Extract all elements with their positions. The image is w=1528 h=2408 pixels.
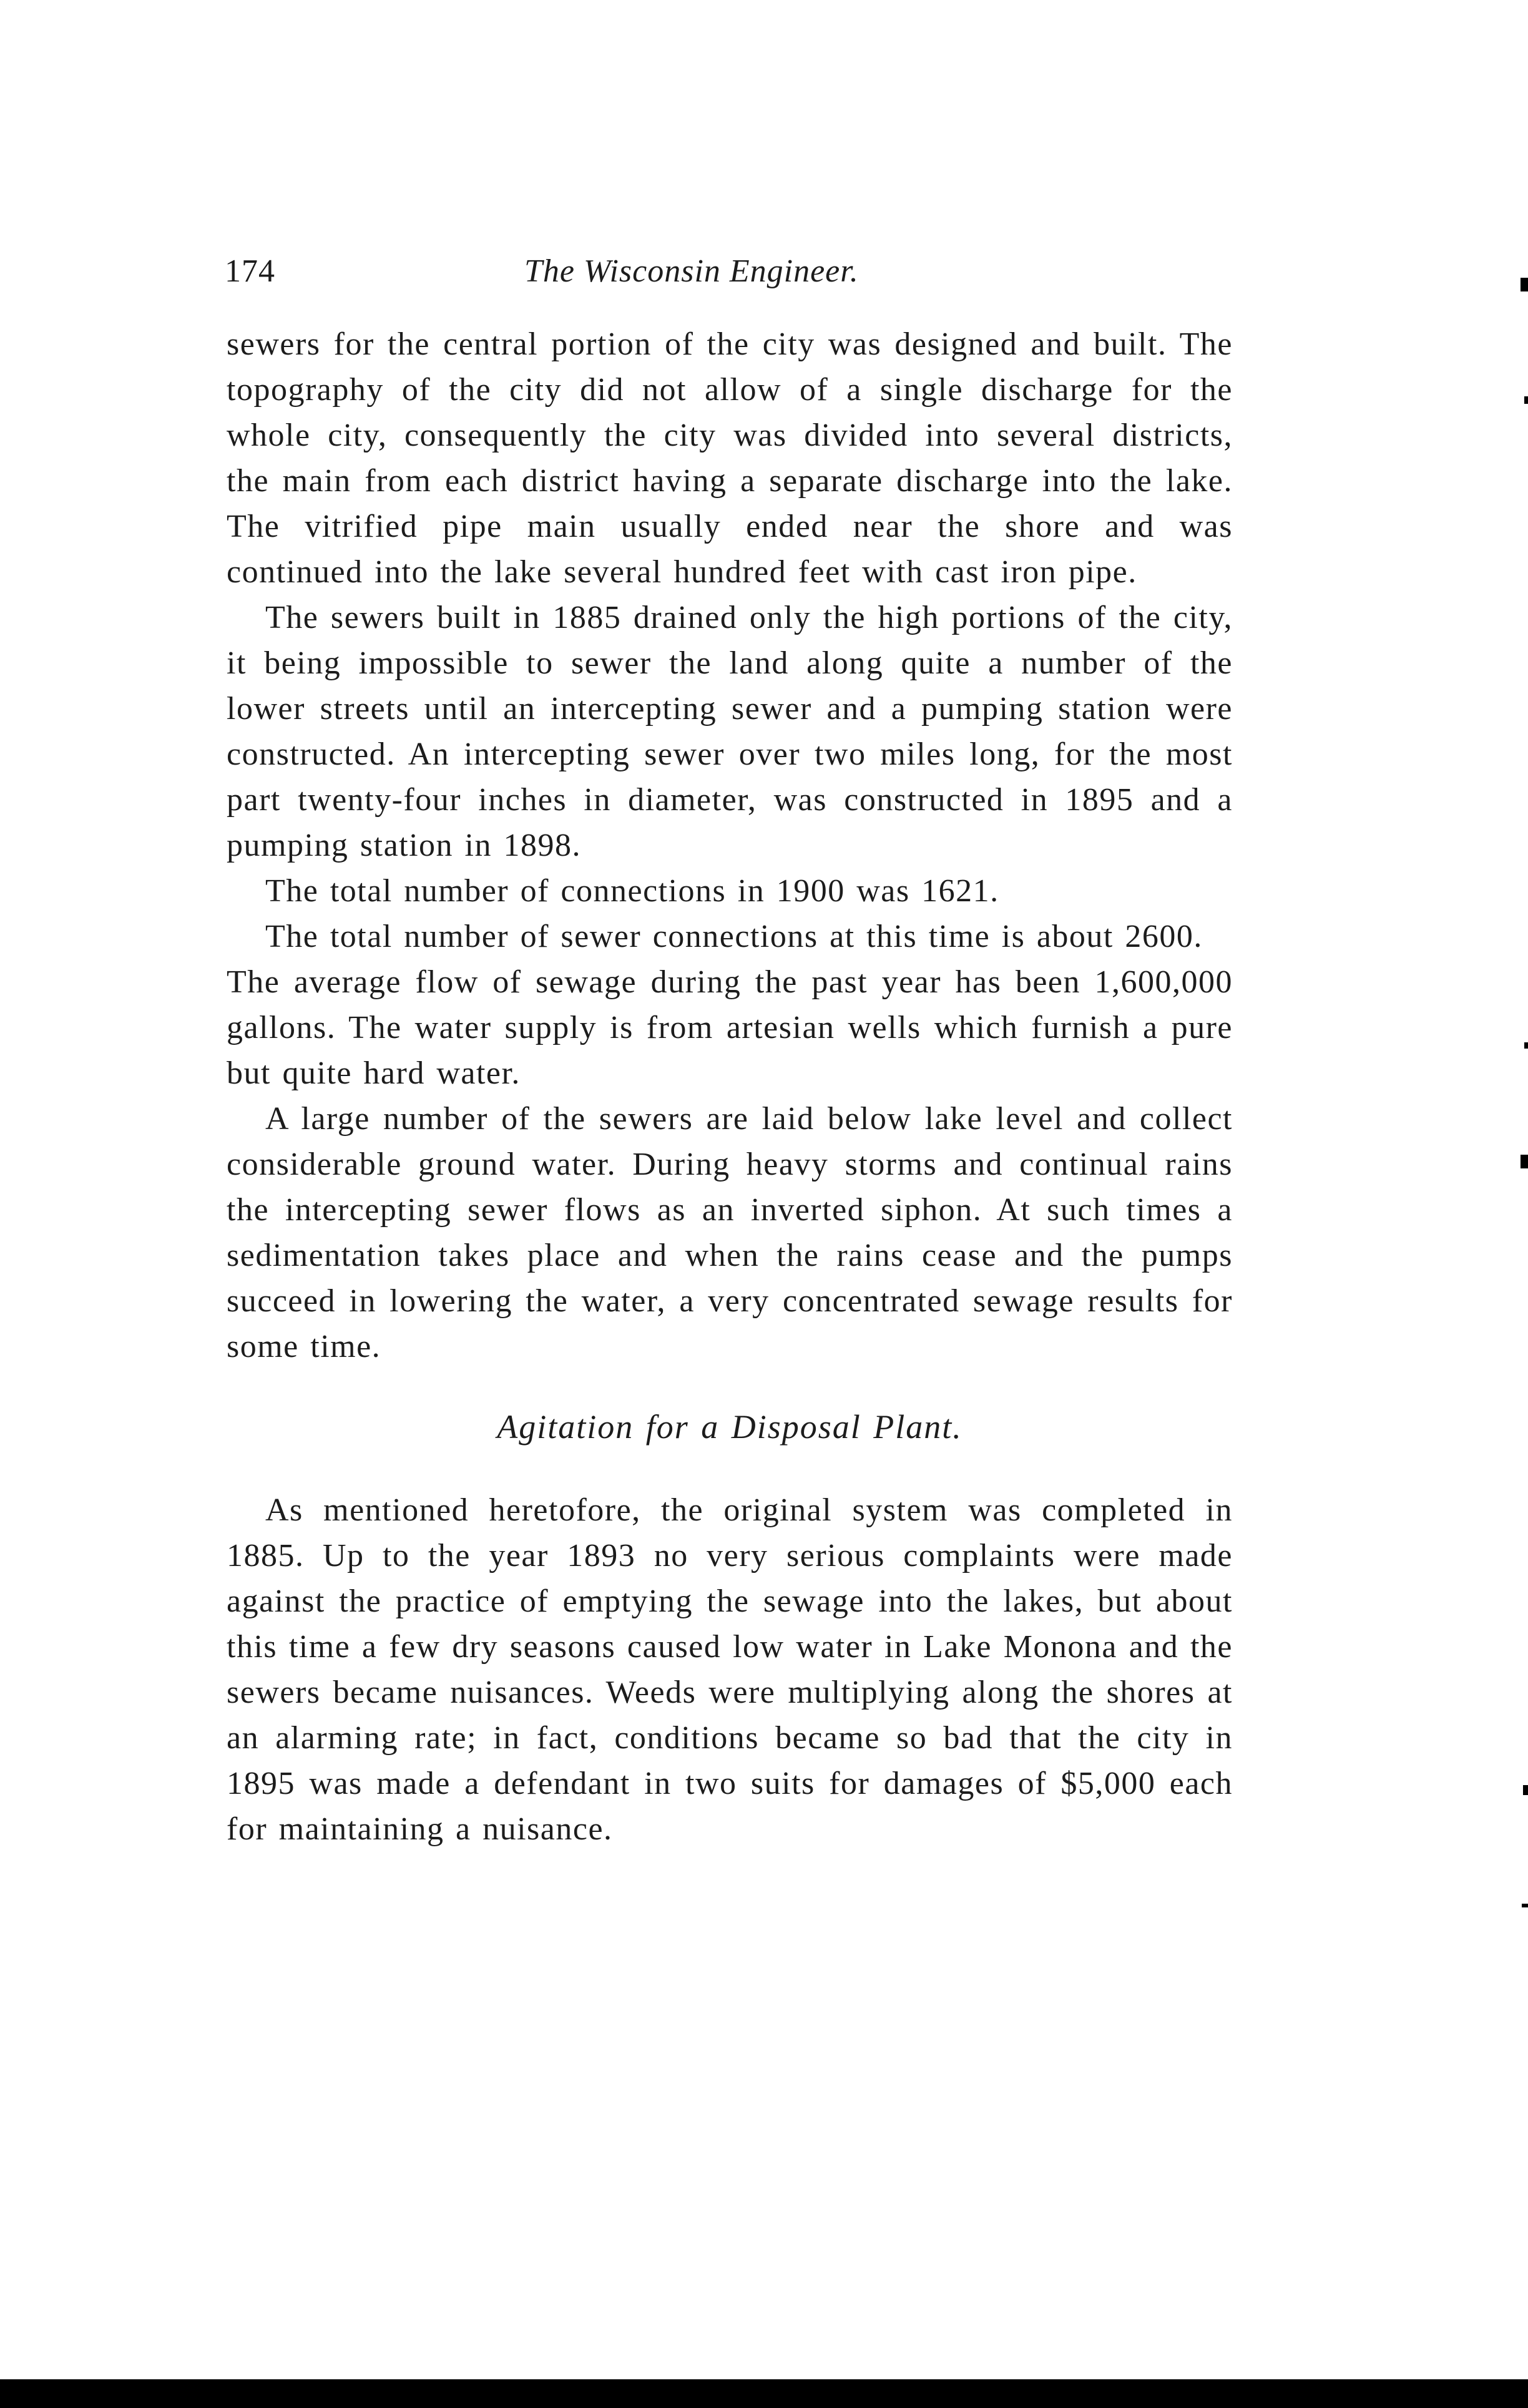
scan-edge-mark [1524,396,1528,404]
page-number: 174 [225,253,275,289]
paragraph: A large number of the sewers are laid below lake level and collect considerable ground water. During heavy storms and continual rains the intercepting sewer flows as an inverted siphon. At such times a sedimentation takes place and when the rains cease and the pumps succeed in lowering the water, a very concentrated sewage results for some time. [227,1101,1233,1364]
scan-edge-mark [1523,1785,1528,1795]
scan-edge-mark [1521,278,1528,291]
scan-edge-mark [1524,1042,1528,1049]
running-head: The Wisconsin Engineer. [524,253,859,289]
scan-bottom-band [0,2379,1528,2408]
body-text [227,321,1233,1852]
page-header [225,253,1239,309]
scan-edge-mark [1522,1904,1528,1907]
paragraph: The total number of connections in 1900 was 1621. [265,873,999,909]
scan-edge-mark [1521,1155,1528,1168]
paragraph: The total number of sewer connections at this time is about 2600. [265,919,1203,954]
paragraph: The average flow of sewage during the past year has been 1,600,000 gallons. The water supply is from artesian wells which furnish a pure but quite hard water. [227,964,1233,1091]
paragraph: sewers for the central portion of the city was designed and built. The topography of the city did not allow of a single discharge for the whole city, consequently the city was divided into several districts, the main from each district having a separate discharge into the lake. The vitrified pipe main usually ended near the shore and was continued into the lake several hundred feet with cast iron pipe. [227,326,1233,590]
section-heading: Agitation for a Disposal Plant. [497,1408,962,1446]
paragraph: As mentioned heretofore, the original system was completed in 1885. Up to the year 1893 no very serious complaints were made against the practice of emptying the sewage into the lakes, but about this time a few dry seasons caused low water in Lake Monona and the sewers became nuisances. Weeds were multiplying along the shores at an alarming rate; in fact, conditions became so bad that the city in 1895 was made a defendant in two suits for damages of $5,000 each for maintaining a nuisance. [227,1492,1233,1847]
paragraph: The sewers built in 1885 drained only the high portions of the city, it being impossible to sewer the land along quite a number of the lower streets until an intercepting sewer and a pumping station were constructed. An intercepting sewer over two miles long, for the most part twenty-four inches in diameter, was constructed in 1895 and a pumping station in 1898. [227,600,1233,863]
